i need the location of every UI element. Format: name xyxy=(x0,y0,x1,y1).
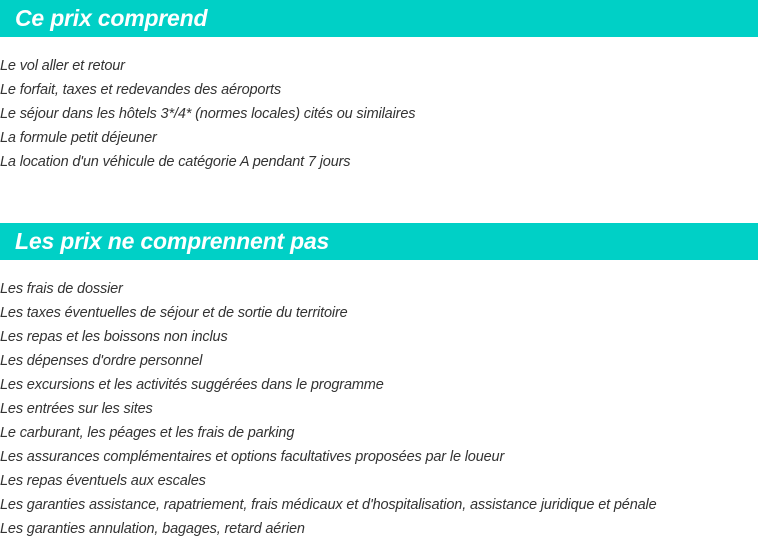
included-item: La location d'un véhicule de catégorie A pendant 7 jours xyxy=(0,154,351,170)
included-list xyxy=(0,54,758,174)
included-section xyxy=(0,0,758,174)
excluded-item: Les assurances complémentaires et options facultatives proposées par le loueur xyxy=(0,449,505,465)
excluded-item: Le carburant, les péages et les frais de parking xyxy=(0,425,295,441)
excluded-title: Les prix ne comprennent pas xyxy=(15,228,330,254)
excluded-item: Les taxes éventuelles de séjour et de sortie du territoire xyxy=(0,305,348,321)
excluded-item: Les frais de dossier xyxy=(0,281,123,297)
included-header xyxy=(0,0,758,37)
excluded-item: Les garanties assistance, rapatriement, frais médicaux et d'hospitalisation, assistance juridique et pénale xyxy=(0,497,657,513)
included-item: Le forfait, taxes et redevandes des aéroports xyxy=(0,82,282,98)
included-item: Le séjour dans les hôtels 3*/4* (normes locales) cités ou similaires xyxy=(0,106,416,122)
excluded-item: Les excursions et les activités suggérées dans le programme xyxy=(0,377,384,393)
excluded-item: Les dépenses d'ordre personnel xyxy=(0,353,203,369)
included-title: Ce prix comprend xyxy=(15,5,208,31)
excluded-item: Les entrées sur les sites xyxy=(0,401,153,417)
excluded-item: Les repas éventuels aux escales xyxy=(0,473,206,489)
excluded-section xyxy=(0,223,758,541)
included-item: La formule petit déjeuner xyxy=(0,130,157,146)
excluded-item: Les repas et les boissons non inclus xyxy=(0,329,228,345)
excluded-header xyxy=(0,223,758,260)
included-item: Le vol aller et retour xyxy=(0,58,125,74)
excluded-item: Les garanties annulation, bagages, retard aérien xyxy=(0,521,305,537)
excluded-list xyxy=(0,277,758,541)
